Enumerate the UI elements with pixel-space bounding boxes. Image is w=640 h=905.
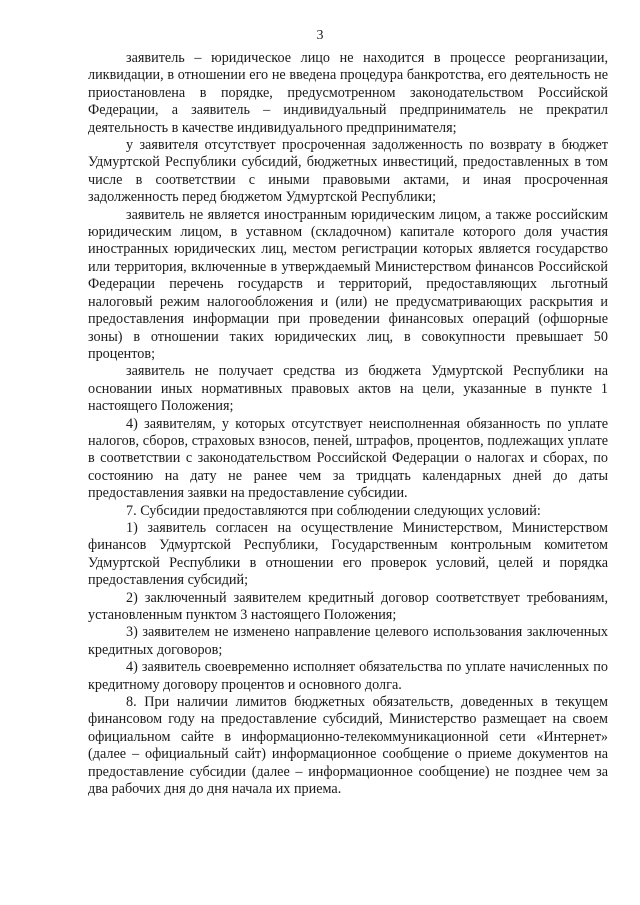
paragraph-condition-1: 1) заявитель согласен на осуществление Министерством, Министерством финансов Удмуртской Республики, Государственным контрольным комитетом Удмуртской Республики в отношении его проверок условий, целей и порядка предоставления субсидий; <box>88 519 608 589</box>
paragraph-section-8-announcement: 8. При наличии лимитов бюджетных обязательств, доведенных в текущем финансовом году на предоставление субсидий, Министерство размещает на своем официальном сайте в информационно-телекоммуникационной сети «Интернет» (далее – официальный сайт) информационное сообщение о приеме документов на предоставление субсидии (далее – информационное сообщение) не позднее чем за два рабочих дня до дня начала их приема. <box>88 694 608 798</box>
paragraph-no-other-budget-funds: заявитель не получает средства из бюджета Удмуртской Республики на основании иных нормативных правовых актов на цели, указанные в пункте 1 настоящего Положения; <box>88 363 608 415</box>
page-number: 3 <box>316 28 324 43</box>
paragraph-section-7-conditions: 7. Субсидии предоставляются при соблюдении следующих условий: <box>126 502 541 519</box>
document-body <box>88 50 608 798</box>
paragraph-no-overdue-debt: у заявителя отсутствует просроченная задолженность по возврату в бюджет Удмуртской Республики субсидий, бюджетных инвестиций, предоставленных в том числе в соответствии с иными правовыми актами, и иная просроченная задолженность перед бюджетом Удмуртской Республики; <box>88 137 608 206</box>
paragraph-item-4-no-tax-obligations: 4) заявителям, у которых отсутствует неисполненная обязанность по уплате налогов, сборов, страховых взносов, пеней, штрафов, процентов, подлежащих уплате в соответствии с законодательством Российской Федерации о налогах и сборах, по состоянию на дату не ранее чем за тридцать календарных дней до даты предоставления заявки на предоставление субсидии. <box>88 415 608 502</box>
paragraph-condition-2: 2) заключенный заявителем кредитный договор соответствует требованиям, установленным пунктом 3 настоящего Положения; <box>88 589 608 623</box>
paragraph-not-foreign-entity: заявитель не является иностранным юридическим лицом, а также российским юридическим лицом, в уставном (складочном) капитале которого доля участия иностранных юридических лиц, местом регистрации которых является государство или территория, включенные в утверждаемый Министерством финансов Российской Федерации перечень государств и территорий, предоставляющих льготный налоговый режим налогообложения и (или) не предусматривающих раскрытия и предоставления информации при проведении финансовых операций (офшорные зоны) в отношении таких юридических лиц, в совокупности превышает 50 процентов; <box>88 206 608 362</box>
paragraph-condition-3: 3) заявителем не изменено направление целевого использования заключенных кредитных договоров; <box>88 624 608 658</box>
paragraph-condition-4: 4) заявитель своевременно исполняет обязательства по уплате начисленных по кредитному договору процентов и основного долга. <box>88 659 608 693</box>
paragraph-applicant-not-reorganizing: заявитель – юридическое лицо не находится в процессе реорганизации, ликвидации, в отношении его не введена процедура банкротства, его деятельность не приостановлена в порядке, предусмотренном законодательством Российской Федерации, а заявитель – индивидуальный предприниматель не прекратил деятельность в качестве индивидуального предпринимателя; <box>88 50 608 136</box>
